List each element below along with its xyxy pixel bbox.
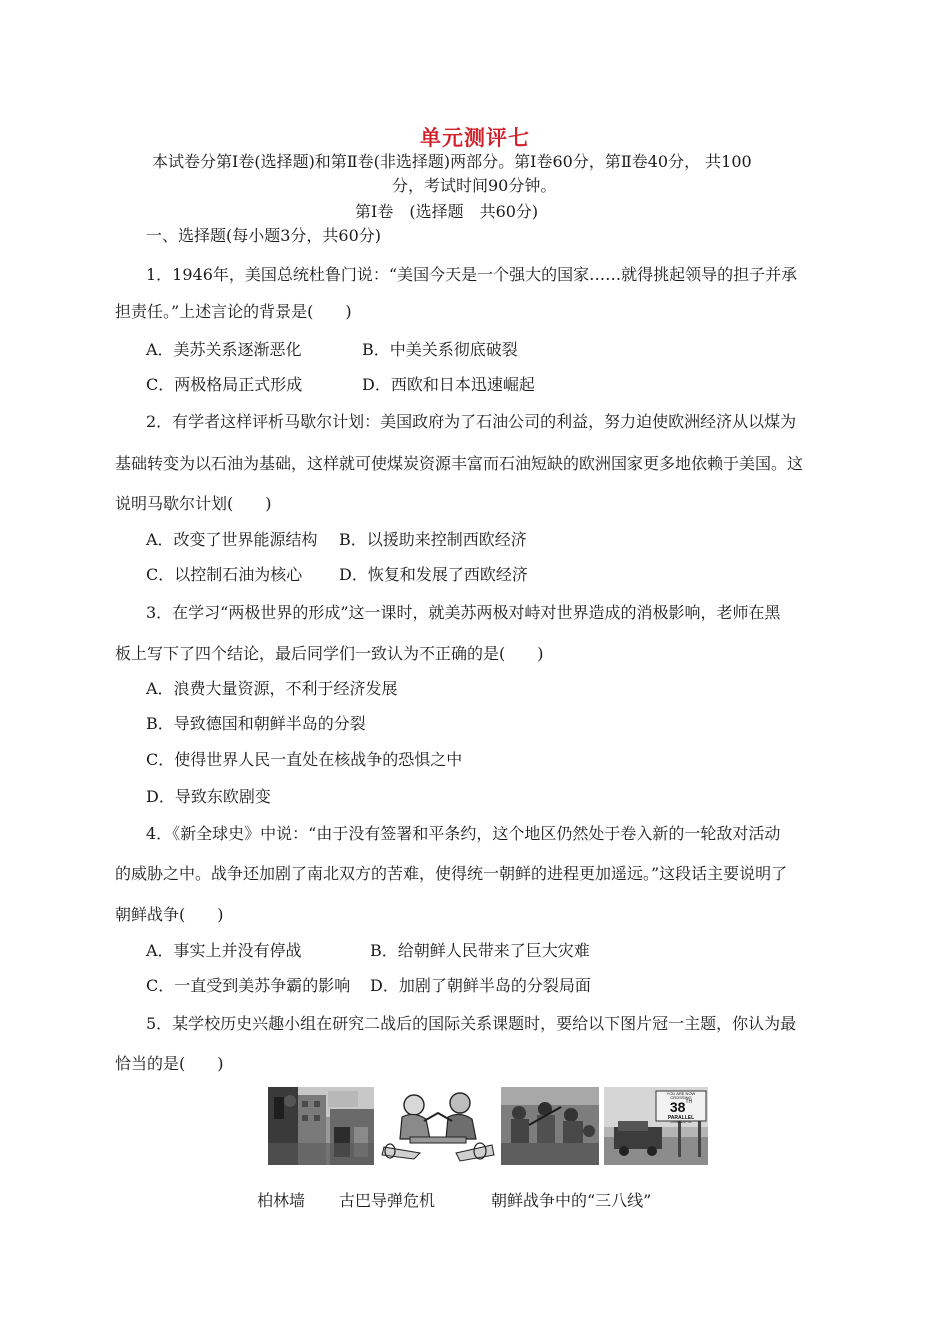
- q1-option-a: A．美苏关系逐渐恶化: [146, 340, 302, 359]
- q1-stem-line-1: 1．1946年，美国总统杜鲁门说：“美国今天是一个强大的国家……就得挑起领导的担子并承: [146, 265, 798, 284]
- q2-stem-line-2: 基础转变为以石油为基础，这样就可使煤炭资源丰富而石油短缺的欧洲国家更多地依赖于美国。这: [115, 454, 804, 473]
- q4-stem-line-3: 朝鲜战争( ): [115, 905, 224, 924]
- q3-stem-line-2: 板上写下了四个结论，最后同学们一致认为不正确的是( ): [115, 644, 544, 663]
- part1-heading: 第Ⅰ卷 (选择题 共60分): [355, 202, 539, 221]
- q2-stem-line-1: 2．有学者这样评析马歇尔计划：美国政府为了石油公司的利益，努力迫使欧洲经济从以煤为: [146, 412, 797, 431]
- sign-line-1: YOU ARE NOW CROSSING: [666, 1091, 696, 1100]
- q5-stem-line-2: 恰当的是( ): [115, 1054, 224, 1073]
- q4-stem-line-2: 的威胁之中。战争还加剧了南北双方的苦难，使得统一朝鲜的进程更加遥远。”这段话主要说明了: [115, 864, 788, 883]
- korean-war-photo: [501, 1087, 599, 1165]
- q3-stem-line-1: 3．在学习“两极世界的形成”这一课时，就美苏两极对峙对世界造成的消极影响，老师在黑: [146, 603, 781, 622]
- q3-option-a: A．浪费大量资源，不利于经济发展: [146, 679, 398, 698]
- q3-option-b: B．导致德国和朝鲜半岛的分裂: [146, 714, 366, 733]
- q1-option-b: B．中美关系彻底破裂: [362, 340, 518, 359]
- intro-line-2: 分，考试时间90分钟。: [392, 176, 557, 195]
- caption-38th-parallel: 朝鲜战争中的“三八线”: [491, 1191, 652, 1210]
- q5-picture-strip: [268, 1087, 708, 1167]
- q2-option-a: A．改变了世界能源结构: [146, 530, 318, 549]
- intro-line-1: 本试卷分第Ⅰ卷(选择题)和第Ⅱ卷(非选择题)两部分。第Ⅰ卷60分，第Ⅱ卷40分， 共100: [152, 152, 752, 171]
- q1-stem-line-2: 担责任。”上述言论的背景是( ): [115, 302, 352, 321]
- q4-option-b: B．给朝鲜人民带来了巨大灾难: [370, 941, 590, 960]
- section1-heading: 一、选择题(每小题3分，共60分): [146, 226, 382, 245]
- sign-number: 38: [669, 1099, 686, 1115]
- q4-option-a: A．事实上并没有停战: [146, 941, 302, 960]
- sign-line-3: PARALLEL: [667, 1115, 695, 1121]
- sign-suffix: TH: [685, 1099, 693, 1105]
- q2-option-b: B．以援助来控制西欧经济: [339, 530, 527, 549]
- q3-option-c: C．使得世界人民一直处在核战争的恐惧之中: [146, 750, 463, 769]
- caption-cuban-missile-crisis: 古巴导弹危机: [339, 1191, 436, 1210]
- 38th-parallel-sign: [656, 1091, 706, 1124]
- q4-option-c: C．一直受到美苏争霸的影响: [146, 976, 351, 995]
- q2-option-c: C．以控制石油为核心: [146, 565, 303, 584]
- q4-option-d: D．加剧了朝鲜半岛的分裂局面: [370, 976, 591, 995]
- page-title: 单元测评七: [420, 125, 530, 150]
- q1-option-c: C．两极格局正式形成: [146, 375, 303, 394]
- q2-option-d: D．恢复和发展了西欧经济: [339, 565, 528, 584]
- q1-option-d: D．西欧和日本迅速崛起: [362, 375, 535, 394]
- sign-line-4: COURTESY OF: [670, 1120, 692, 1124]
- cuban-missile-crisis-cartoon: [380, 1087, 496, 1165]
- q5-stem-line-1: 5．某学校历史兴趣小组在研究二战后的国际关系课题时，要给以下图片冠一主题，你认为最: [146, 1014, 797, 1033]
- q4-stem-line-1: 4．《新全球史》中说：“由于没有签署和平条约，这个地区仍然处于卷入新的一轮敌对活动: [146, 824, 781, 843]
- 38th-parallel-photo: [604, 1087, 708, 1165]
- berlin-wall-photo: [268, 1087, 374, 1165]
- q2-stem-line-3: 说明马歇尔计划( ): [115, 494, 272, 513]
- caption-berlin-wall: 柏林墙: [257, 1191, 306, 1210]
- q3-option-d: D．导致东欧剧变: [146, 787, 271, 806]
